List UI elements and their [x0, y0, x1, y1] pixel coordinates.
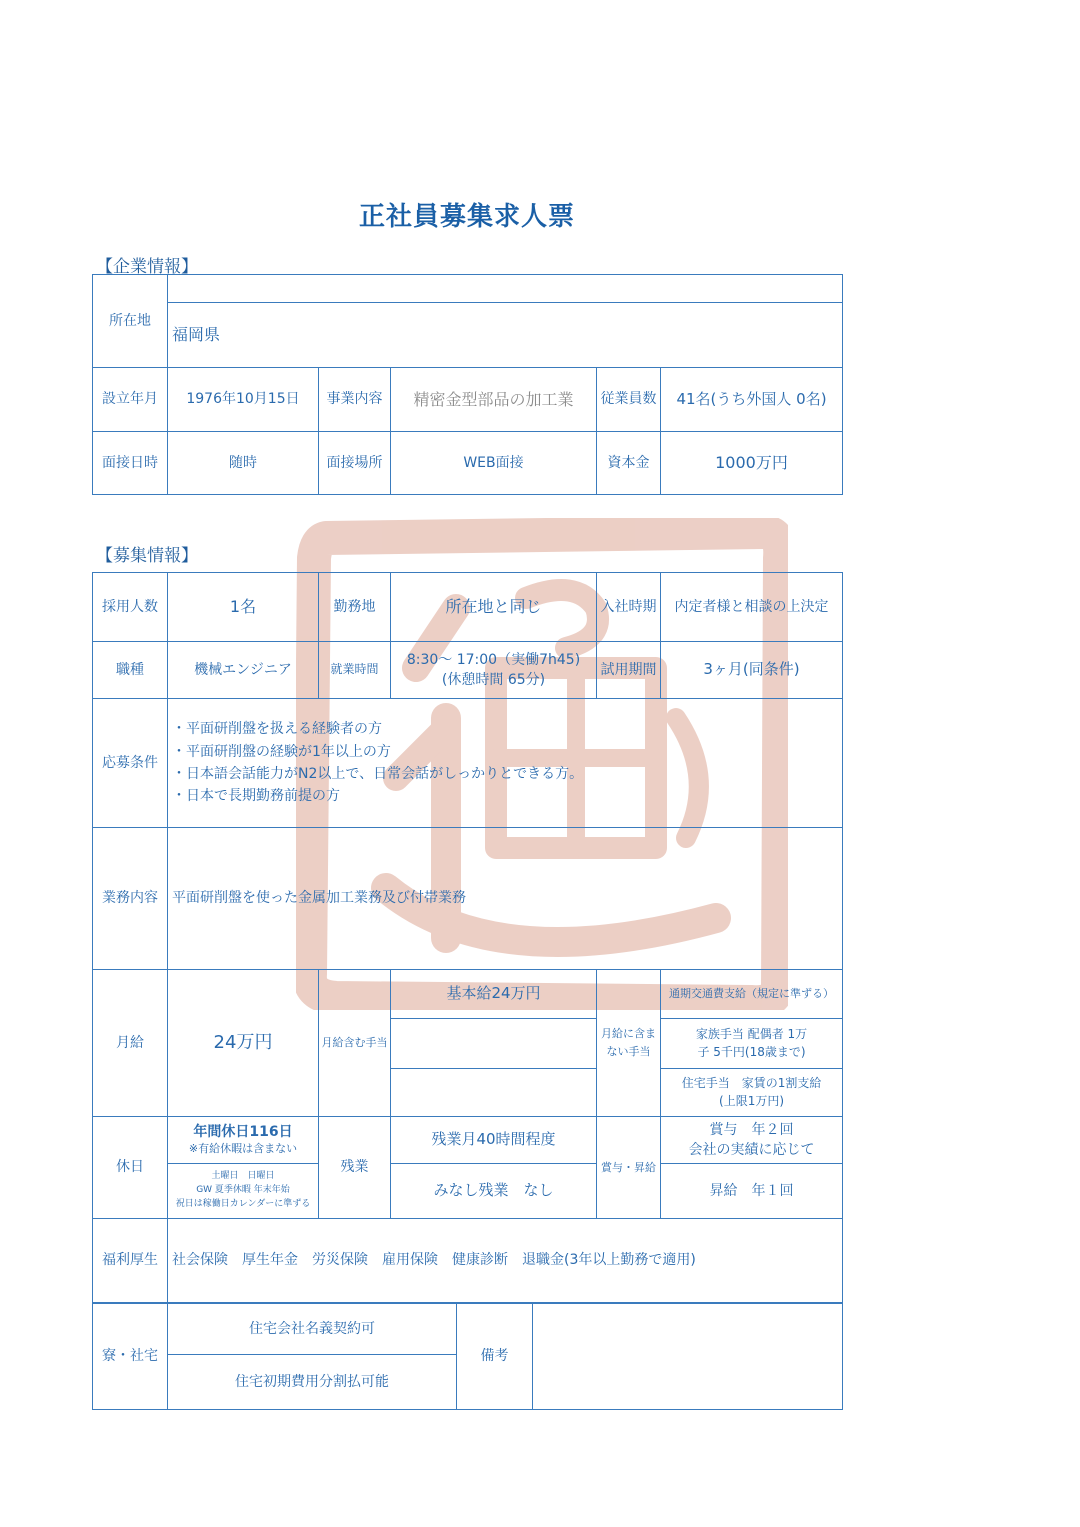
- headcount-value: 1名: [168, 573, 319, 642]
- condition-item: ・日本語会話能力がN2以上で、日常会話がしっかりとできる方。: [172, 766, 584, 782]
- welfare-label: 福利厚生: [93, 1219, 168, 1303]
- join-value: 内定者様と相談の上決定: [661, 573, 843, 642]
- included-allowance-empty-2: [391, 1069, 597, 1117]
- housing-allowance-line2: (上限1万円): [719, 1093, 785, 1108]
- workplace-label: 勤務地: [319, 573, 391, 642]
- holiday-annual-cell: [168, 1117, 319, 1164]
- housing-allowance: [661, 1069, 843, 1117]
- family-allowance-line1: 家族手当 配偶者 1万: [695, 1027, 808, 1042]
- salary-label: 月給: [93, 970, 168, 1117]
- dorm-line1: 住宅会社名義契約可: [168, 1304, 457, 1355]
- base-salary: 基本給24万円: [391, 970, 597, 1019]
- join-label: 入社時期: [597, 573, 661, 642]
- family-allowance-line2: 子 5千円(18歳まで): [697, 1044, 806, 1059]
- condition-item: ・平面研削盤を扱える経験者の方: [172, 721, 382, 738]
- family-allowance: [661, 1019, 843, 1069]
- commute-allowance: 通期交通費支給（規定に準ずる）: [661, 970, 843, 1019]
- remarks-value: [533, 1304, 843, 1410]
- employees-label: 従業員数: [597, 368, 661, 432]
- included-allowance-empty-1: [391, 1019, 597, 1069]
- founded-label: 設立年月: [93, 368, 168, 432]
- address-value: 福岡県: [168, 303, 843, 368]
- bonus-line1: 賞与 年２回: [709, 1121, 794, 1138]
- holiday-label: 休日: [93, 1117, 168, 1219]
- founded-value: 1976年10月15日: [168, 368, 319, 432]
- housing-allowance-line1: 住宅手当 家賃の1割支給: [681, 1076, 822, 1091]
- bonus-line2: 会社の実績に応じて: [688, 1142, 815, 1158]
- employees-value: 41名(うち外国人 0名): [661, 368, 843, 432]
- deemed-overtime: みなし残業 なし: [391, 1164, 597, 1219]
- recruit-section-heading: 【募集情報】: [96, 546, 198, 566]
- holiday-detail-cell: [168, 1164, 319, 1219]
- company-info-table: [92, 274, 843, 495]
- address-label: 所在地: [93, 275, 168, 368]
- holiday-detail3: 祝日は稼働日カレンダーに準ずる: [175, 1198, 311, 1209]
- welfare-value: 社会保険 厚生年金 労災保険 雇用保険 健康診断 退職金(3年以上勤務で適用): [168, 1219, 843, 1303]
- holiday-detail2: GW 夏季休暇 年末年始: [196, 1185, 290, 1196]
- included-allowance-label: 月給含む手当: [319, 970, 391, 1117]
- workplace-value: 所在地と同じ: [391, 573, 597, 642]
- hours-line2: (休憩時間 65分): [441, 672, 546, 688]
- remarks-label: 備考: [457, 1304, 533, 1410]
- job-label: 職種: [93, 642, 168, 699]
- recruit-info-table: [92, 572, 843, 1303]
- conditions-list: [168, 699, 843, 828]
- hours-label: 就業時間: [319, 642, 391, 699]
- holiday-annual: 年間休日116日: [193, 1124, 293, 1141]
- interview-date-value: 随時: [168, 432, 319, 495]
- dorm-table: [92, 1303, 843, 1410]
- business-label: 事業内容: [319, 368, 391, 432]
- capital-value: 1000万円: [661, 432, 843, 495]
- job-value: 機械エンジニア: [168, 642, 319, 699]
- dorm-label: 寮・社宅: [93, 1304, 168, 1410]
- address-top-cell: [168, 275, 843, 303]
- overtime-value: 残業月40時間程度: [391, 1117, 597, 1164]
- salary-value: 24万円: [168, 970, 319, 1117]
- page-title: 正社員募集求人票: [358, 202, 575, 232]
- dorm-line2: 住宅初期費用分割払可能: [168, 1355, 457, 1410]
- interview-place-label: 面接場所: [319, 432, 391, 495]
- raise-value: 昇給 年１回: [661, 1164, 843, 1219]
- duties-value: 平面研削盤を使った金属加工業務及び付帯業務: [168, 828, 843, 970]
- excluded-allowance-label: 月給に含まない手当: [597, 970, 661, 1117]
- business-value: 精密金型部品の加工業: [391, 368, 597, 432]
- trial-label: 試用期間: [597, 642, 661, 699]
- duties-label: 業務内容: [93, 828, 168, 970]
- hours-line1: 8:30～ 17:00（実働7h45): [406, 651, 581, 668]
- interview-date-label: 面接日時: [93, 432, 168, 495]
- overtime-label: 残業: [319, 1117, 391, 1219]
- holiday-detail1: 土曜日 日曜日: [211, 1171, 275, 1182]
- conditions-label: 応募条件: [93, 699, 168, 828]
- bonus-label: 賞与・昇給: [597, 1117, 661, 1219]
- interview-place-value: WEB面接: [391, 432, 597, 495]
- trial-value: 3ヶ月(同条件): [661, 642, 843, 699]
- headcount-label: 採用人数: [93, 573, 168, 642]
- holiday-note: ※有給休暇は含まない: [188, 1142, 298, 1156]
- company-section-heading: 【企業情報】: [96, 257, 198, 277]
- bonus-cell: [661, 1117, 843, 1164]
- hours-value: [391, 642, 597, 699]
- condition-item: ・平面研削盤の経験が1年以上の方: [172, 743, 391, 760]
- condition-item: ・日本で長期勤務前提の方: [172, 788, 340, 805]
- capital-label: 資本金: [597, 432, 661, 495]
